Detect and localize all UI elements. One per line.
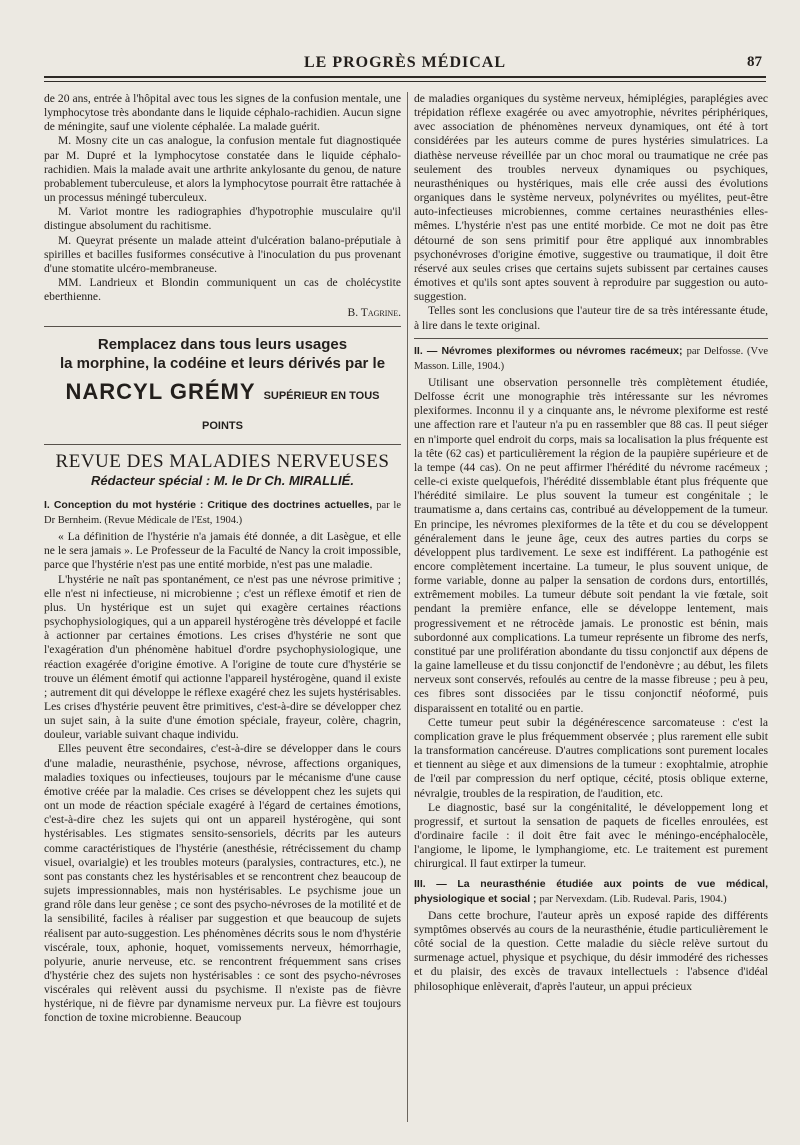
section-rule xyxy=(414,338,768,339)
page-header xyxy=(44,50,766,72)
section-heading xyxy=(414,344,768,374)
paragraph: Elles peuvent être secondaires, c'est-à-dire se développer dans le cours d'une maladie, neurasthénie, psychose, névrose, affections organiques, maladies toxiques ou infectieuses, toujours par le mécanisme d'une cause émotive créée par la maladie. Ces crises se développent chez les sujets qui ont un mode de réaction spéciale exagéré à l'égard de certaines émotions, c'est-à-dire chez les sujets qui ont un appareil hystérogène, qui sont hystérisables. Les stigmates sensito-sensoriels, décrits par les auteurs comme caractéristiques de l'hystérie (anesthésie, rétrécissement du champ visuel, ovarialgie) et les troubles moteurs (paralysies, contractures, etc.), ne sont pas constants chez les hystérisables et se rencontrent chez beaucoup de sujets impressionnables, mais non hystérisables. Le psychisme joue un grand rôle dans leur genèse ; ce sont des psycho-névroses de la motilité et de la sensibilité, faciles à réaliser par suggestion et que beaucoup de sujets réalisent par auto-suggestion. Les phénomènes décrits sous le nom d'hystérie viscérale, toux, aphonie, hoquet, vomissements nerveux, hémorrhagie, polyurie, anurie nerveuse, etc. se rencontrent fréquemment sans crises d'hystérie chez des sujets non hystérisables : ce sont des psycho-névroses viscérales qui relèvent aussi du psychisme. Il n'existe pas de fièvre hystérique, ni de fièvre par dynamisme nerveux pur. La fièvre est toujours fonction de toxine microbienne. Beaucoup xyxy=(44,742,401,1025)
section-source: par le Dr Bernheim. (Revue Médicale de l'Est, 1904.) xyxy=(44,499,401,526)
revue-title: REVUE DES MALADIES NERVEUSES xyxy=(55,450,390,472)
ad-brand-subtitle: SUPÉRIEUR EN TOUS POINTS xyxy=(202,389,380,432)
ad-line-2: la morphine, la codéine et leurs dérivés par le xyxy=(59,354,386,372)
paragraph: MM. Landrieux et Blondin communiquent un cas de cholécystite eberthienne. xyxy=(44,276,401,304)
section-heading xyxy=(414,877,768,906)
paragraph: Telles sont les conclusions que l'auteur tire de sa très intéressante étude, à lire dans le texte original. xyxy=(414,304,768,332)
advertisement xyxy=(44,335,401,439)
journal-title: LE PROGRÈS MÉDICAL xyxy=(303,54,507,71)
ad-brand: NARCYL GRÉMY xyxy=(65,378,256,404)
ad-brand-line xyxy=(44,379,401,439)
section-rule xyxy=(44,326,401,327)
paragraph: de maladies organiques du système nerveux, hémiplégies, paraplégies avec trépidation réflexe exagérée ou avec amyotrophie, névrites périphériques, avec association de phénomènes nerveux dynamiques, ont été à tort considérées par les auteurs comme de pures hystéries simulatrices. La diathèse nerveuse réveillée par un choc moral ou traumatique ne crée pas seulement des troubles nerveux dynamiques ou psychiques, neurasthéniques ou hystériques, mais elle crée aussi des évolutions organiques dans le système nerveux, polynévrites ou myélites, peut-être auto-infectieuses microbiennes, comme certaines neurasthénies elles-mêmes. L'hystérie n'est pas une entité morbide. Ce mot ne doit pas être détourné de son sens primitif pour être appliqué aux innombrables psychonévroses d'origine émotive, suggestive ou traumatique, il doit être réservé aux seules crises que certains sujets subissent par certaines causes émotives et qu'ils sont aptes souvent à reproduire par suggestion ou auto-suggestion. xyxy=(414,92,768,304)
signature: B. Tagrine. xyxy=(347,306,401,320)
paragraph: Cette tumeur peut subir la dégénérescence sarcomateuse : c'est la complication grave le plus fréquemment observée ; plus rarement elle subit la transformation cancéreuse. D'autres complications sont purement locales et tiennent au siège et aux dimensions de la tumeur : exophtalmie, atrophie de l'œil par compression du nerf optique, cécité, ptosis oblique externe, névralgie, troubles de la respiration, de l'audition, etc. xyxy=(414,715,768,800)
section-rule xyxy=(44,444,401,445)
section-title: II. — Névromes plexiformes ou névromes racémeux; xyxy=(414,344,683,357)
paragraph: Dans cette brochure, l'auteur après un exposé rapide des différents symptômes observés au cours de la neurasthénie, étudie particulièrement le côté social de la question. Cette maladie du siècle relève surtout du surmenage actuel, physique et psychique, du désir immodéré des richesses et du plaisir, des excès de travaux intellectuels : l'absence d'idéal philosophique enlèverait, d'après l'auteur, un appui précieux xyxy=(414,908,768,993)
page-number: 87 xyxy=(747,54,762,70)
paragraph: M. Mosny cite un cas analogue, la confusion mentale fut diagnostiquée par M. Dupré et la lymphocytose constatée dans le liquide céphalo-rachidien. Mais la malade avait une arthrite ankylosante du genou, de nature probablement tuberculeuse, et alors la lymphocytose pourrait être rattachée à un processus méningé tuberculeux. xyxy=(44,134,401,205)
section-source: par Nervexdam. (Lib. Rudeval. Paris, 1904.) xyxy=(539,893,727,905)
left-column xyxy=(44,92,401,1026)
header-rule-thin xyxy=(44,81,766,82)
paragraph: M. Queyrat présente un malade atteint d'ulcération balano-préputiale à spirilles et bacilles fusiformes consécutive à l'inoculation du pus provenant d'une stomatite ulcéro-membraneuse. xyxy=(44,233,401,275)
right-column xyxy=(414,92,768,994)
section-title: I. Conception du mot hystérie : Critique des doctrines actuelles, xyxy=(44,498,373,511)
paragraph: M. Variot montre les radiographies d'hypotrophie musculaire qu'il distingue absolument du rachitisme. xyxy=(44,205,401,233)
paragraph: Utilisant une observation personnelle très complètement étudiée, Delfosse écrit une monographie très intéressante sur les névromes plexiformes. Inconnu il y a cinquante ans, le névrome plexiforme est resté une affection rare et l'auteur n'a pu en rassembler que 88 cas. Il peut siéger en n'importe quel endroit du corps, mais sa localisation la plus fréquente est la tête (62 cas) et particulièrement la région de la paupière supérieure et de la tempe (44 cas). On ne peut affirmer l'hérédité du névrome racémeux ; celle-ci existe quelquefois, l'hérédité dissemblable étant plus fréquente que l'hérédité similaire. Le plus souvent la tumeur est congénitale ; le traumatisme a, dans certains cas, contribué au développement de la tumeur. En principe, les névromes plexiformes de la tête et du cou se développent généralement dans le jeune âge, ceux des autres parties du corps se développent plus tardivement. Le sexe est indifférent. La pathogénie est encore complètement incertaine. La tumeur, le plus souvent unique, de forme variable, donne au palper la sensation de cordons durs, entortillés, extrêmement mobiles. La tumeur débute soit pendant la vie fœtale, soit pendant la première enfance, elle se développe lentement, mais progressivement et ne rétrocède jamais. Le pronostic est bénin, mais subordonné aux complications. La tumeur représente un fibrome des nerfs, constitué par une prolifération abondante du tissu conjonctif aux dépens de la gaine lamelleuse et du tissu conjonctif de l'endonèvre ; au début, les filets nerveux sont conservés, refoulés au centre de la masse fibreuse ; peu à peu, ces fibres sont dissociées par le tissu conjonctif néoformé, puis disparaissent en totalité ou en partie. xyxy=(414,375,768,715)
paragraph: « La définition de l'hystérie n'a jamais été donnée, a dit Lasègue, et elle ne le sera jamais ». Le Professeur de la Faculté de Nancy la croit impossible, parce que l'hystérie n'est pas une entité morbide, n'est pas une maladie. xyxy=(44,530,401,572)
redacteur-line: Rédacteur spécial : M. le Dr Ch. MIRALLIÉ. xyxy=(91,472,354,488)
paragraph: Le diagnostic, basé sur la congénitalité, le développement long et progressif, et surtout la sensation de paquets de ficelles enroulées, est d'ordinaire facile : il doit être fait avec le méningo-encéphalocèle, l'angiome, le lipome, le lymphangiome, etc. Le traitement est purement chirurgical. Il faut extirper la tumeur. xyxy=(414,800,768,871)
section-title: III. — La neurasthénie étudiée aux points de vue médical, physiologique et social ; xyxy=(414,878,768,905)
paragraph: de 20 ans, entrée à l'hôpital avec tous les signes de la confusion mentale, une lymphocytose très abondante dans le liquide céphalo-rachidien. Aucun signe de méningite, sauf une violente céphalée. La malade guérit. xyxy=(44,92,401,134)
paragraph: L'hystérie ne naît pas spontanément, ce n'est pas une névrose primitive ; elle n'est ni infectieuse, ni microbienne ; c'est un réflexe émotif et rien de plus. Un hystérique est un sujet qui exagère certaines réactions psychophysiologiques, qui a un appareil hystérogène très développé et facile à actionner par certaines émotions. Les crises d'hystérie ne sont que l'exagération d'un phénomène habituel d'ordre psychophysiologique, une réaction exagérée d'origine émotive. A l'origine de toute cure d'hystérie se trouve un élément émotif qui actionne l'appareil hystérogène, quand il existe ; autrement dit qui développe le réflexe exagéré chez les sujets hystérisables. Les crises d'hystérie peuvent être primitives, c'est-à-dire se développer chez un sujet sain, à la suite d'une émotion spéciale, frayeur, colère, chagrin, douleur, variable suivant chaque individu. xyxy=(44,572,401,742)
section-heading xyxy=(44,498,401,528)
header-rule xyxy=(44,76,766,78)
column-divider xyxy=(407,92,408,1122)
section-source: par Delfosse. (Vve Masson. Lille, 1904.) xyxy=(414,345,768,372)
ad-line-1: Remplacez dans tous leurs usages xyxy=(97,335,348,353)
